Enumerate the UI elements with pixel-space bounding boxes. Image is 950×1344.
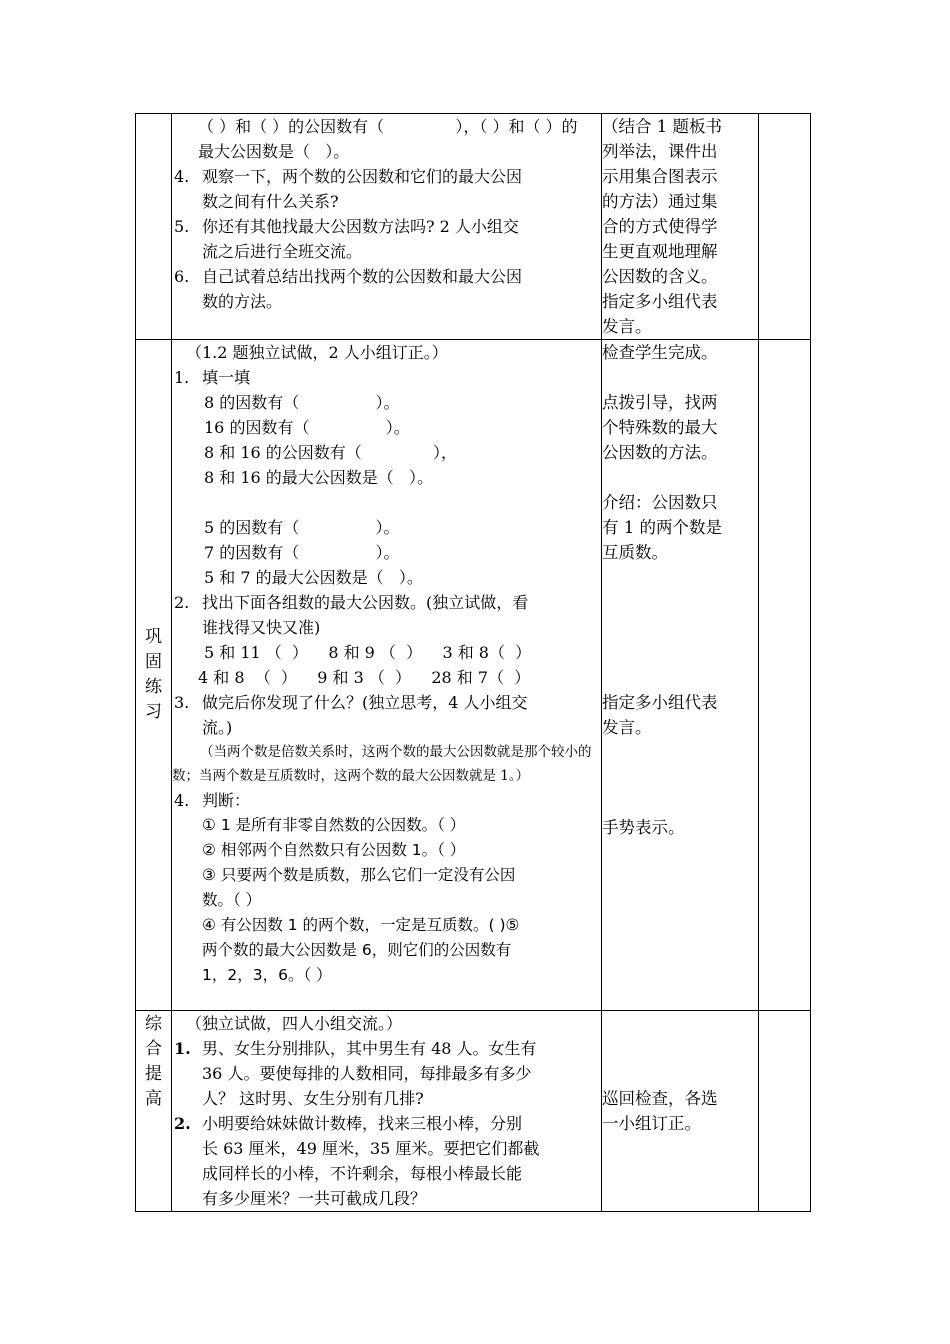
problem-1 bbox=[172, 1036, 601, 1111]
row-label-advanced bbox=[136, 1011, 172, 1212]
text-line: 数。（ ） bbox=[202, 891, 262, 909]
question-2 bbox=[172, 590, 601, 640]
row-label-practice bbox=[136, 340, 172, 1011]
text-line: 5 和 7 的最大公因数是（ ）。 bbox=[204, 568, 423, 587]
item-number: 1. bbox=[174, 1039, 191, 1058]
text-line: 流之后进行全班交流。 bbox=[202, 242, 363, 261]
row-practice bbox=[136, 340, 811, 1011]
item-number: 1. bbox=[174, 368, 190, 387]
note-line: 检查学生完成。 bbox=[602, 343, 718, 362]
text-line: 5 和 11 （ ） 8 和 9 （ ） 3 和 8（ ） bbox=[204, 643, 532, 662]
item-number: 2. bbox=[174, 1114, 191, 1133]
empty-cell bbox=[759, 340, 811, 1011]
label-char: 综 bbox=[145, 1014, 162, 1034]
list-item bbox=[172, 264, 601, 314]
section-intro: （独立试做，四人小组交流。） bbox=[186, 1014, 403, 1033]
label-char: 高 bbox=[145, 1089, 162, 1109]
text-line: 流。) bbox=[202, 718, 233, 737]
list-item bbox=[172, 164, 601, 214]
note-line: 生更直观地理解 bbox=[602, 242, 718, 261]
label-char: 提 bbox=[145, 1064, 162, 1084]
text-line: 8 和 16 的公因数有（ ）， bbox=[204, 443, 458, 462]
text-line: 5 的因数有（ ）。 bbox=[204, 518, 400, 537]
text-line: 7 的因数有（ ）。 bbox=[204, 543, 400, 562]
note-line: 公因数的含义。 bbox=[602, 267, 718, 286]
text-line: 8 和 16 的最大公因数是（ ）。 bbox=[204, 468, 434, 487]
question-3 bbox=[172, 690, 601, 740]
note-line: 合的方式使得学 bbox=[602, 217, 718, 236]
question-title: 判断： bbox=[202, 791, 251, 810]
note-line: 列举法，课件出 bbox=[602, 142, 718, 161]
text-line: ② 相邻两个自然数只有公因数 1。（ ） bbox=[202, 841, 466, 859]
note-line: 一小组订正。 bbox=[602, 1114, 701, 1133]
row-explore bbox=[136, 114, 811, 340]
answer-text: （当两个数是倍数关系时，这两个数的最大公因数就是那个较小的数；当两个数是互质数时，这两个数的最大公因数就是 1。） bbox=[172, 744, 592, 784]
note-line: 介绍：公因数只 bbox=[602, 493, 718, 512]
text-line: 16 的因数有（ ）。 bbox=[204, 418, 410, 437]
text-line: ④ 有公因数 1 的两个数，一定是互质数。( )⑤ bbox=[202, 916, 520, 934]
lesson-plan-table bbox=[135, 113, 811, 1212]
text-line: 成同样长的小棒，不许剩余，每根小棒最长能 bbox=[202, 1164, 523, 1183]
text-line: 长 63 厘米，49 厘米，35 厘米。要把它们都截 bbox=[202, 1139, 540, 1158]
note-line: 公因数的方法。 bbox=[602, 443, 718, 462]
note-line: 指定多小组代表 bbox=[602, 292, 718, 311]
text-line: 最大公因数是（ ）。 bbox=[198, 142, 350, 161]
text-line: 4 和 8 （ ） 9 和 3 （ ） 28 和 7（ ） bbox=[198, 668, 531, 687]
question-1 bbox=[172, 365, 601, 390]
row-advanced bbox=[136, 1011, 811, 1212]
label-char: 习 bbox=[145, 702, 162, 722]
note-line: 的方法）通过集 bbox=[602, 192, 718, 211]
item-number: 4. bbox=[174, 167, 190, 186]
explore-content bbox=[172, 114, 602, 340]
note-line: （结合 1 题板书 bbox=[602, 117, 722, 136]
advanced-notes bbox=[602, 1011, 759, 1212]
label-char: 练 bbox=[145, 677, 162, 697]
text-line: 小明要给妹妹做计数棒，找来三根小棒，分别 bbox=[202, 1114, 523, 1133]
note-line: 有 1 的两个数是 bbox=[602, 518, 722, 537]
section-intro: （1.2 题独立试做，2 人小组订正。） bbox=[186, 343, 448, 362]
item-number: 4. bbox=[174, 791, 190, 810]
text-line: 8 的因数有（ ）。 bbox=[204, 393, 400, 412]
question-4 bbox=[172, 788, 601, 813]
practice-notes bbox=[602, 340, 759, 1011]
text-line: 有多少厘米？一共可截成几段？ bbox=[202, 1189, 427, 1208]
text-line: 1，2，3，6。（ ） bbox=[202, 966, 332, 984]
text-line: ③ 只要两个数是质数，那么它们一定没有公因 bbox=[202, 866, 516, 884]
empty-cell bbox=[759, 1011, 811, 1212]
advanced-content bbox=[172, 1011, 602, 1212]
item-number: 2. bbox=[174, 593, 190, 612]
text-line: 36 人。要使每排的人数相同，每排最多有多少 bbox=[202, 1064, 532, 1083]
note-line: 个特殊数的最大 bbox=[602, 418, 718, 437]
problem-2 bbox=[172, 1111, 601, 1211]
judge-list bbox=[172, 813, 601, 988]
note-line: 互质数。 bbox=[602, 543, 668, 562]
text-line: 男、女生分别排队，其中男生有 48 人。女生有 bbox=[202, 1039, 537, 1058]
label-char: 巩 bbox=[145, 627, 162, 647]
row-label-empty bbox=[136, 114, 172, 340]
empty-cell bbox=[759, 114, 811, 340]
text-line: （ ）和（ ）的公因数有（ ），（ ）和（ ）的 bbox=[198, 117, 578, 136]
text-line: 观察一下，两个数的公因数和它们的最大公因 bbox=[202, 167, 523, 186]
text-line: 你还有其他找最大公因数方法吗? 2 人小组交 bbox=[202, 217, 519, 236]
text-line: 人？ 这时男、女生分别有几排? bbox=[202, 1089, 424, 1108]
label-char: 固 bbox=[145, 652, 162, 672]
text-line: 做完后你发现了什么？(独立思考，4 人小组交 bbox=[202, 693, 528, 712]
text-line: 数的方法。 bbox=[202, 292, 283, 311]
note-line: 点拨引导，找两 bbox=[602, 393, 718, 412]
item-number: 6. bbox=[174, 267, 190, 286]
text-line: 两个数的最大公因数是 6，则它们的公因数有 bbox=[202, 941, 512, 959]
note-line: 巡回检查，各选 bbox=[602, 1089, 718, 1108]
text-line: 自己试着总结出找两个数的公因数和最大公因 bbox=[202, 267, 523, 286]
practice-content bbox=[172, 340, 602, 1011]
text-line: 数之间有什么关系? bbox=[202, 192, 339, 211]
note-line: 手势表示。 bbox=[602, 818, 685, 837]
question-title: 填一填 bbox=[202, 368, 251, 387]
note-line: 发言。 bbox=[602, 317, 652, 336]
explore-notes bbox=[602, 114, 759, 340]
note-line: 发言。 bbox=[602, 718, 652, 737]
item-number: 5. bbox=[174, 217, 190, 236]
text-line: 谁找得又快又准) bbox=[202, 618, 321, 637]
label-char: 合 bbox=[145, 1039, 162, 1059]
note-line: 示用集合图表示 bbox=[602, 167, 718, 186]
note-line: 指定多小组代表 bbox=[602, 693, 718, 712]
list-item bbox=[172, 214, 601, 264]
text-line: ① 1 是所有非零自然数的公因数。（ ） bbox=[202, 816, 466, 834]
text-line: 找出下面各组数的最大公因数。(独立试做，看 bbox=[202, 593, 529, 612]
item-number: 3. bbox=[174, 693, 190, 712]
